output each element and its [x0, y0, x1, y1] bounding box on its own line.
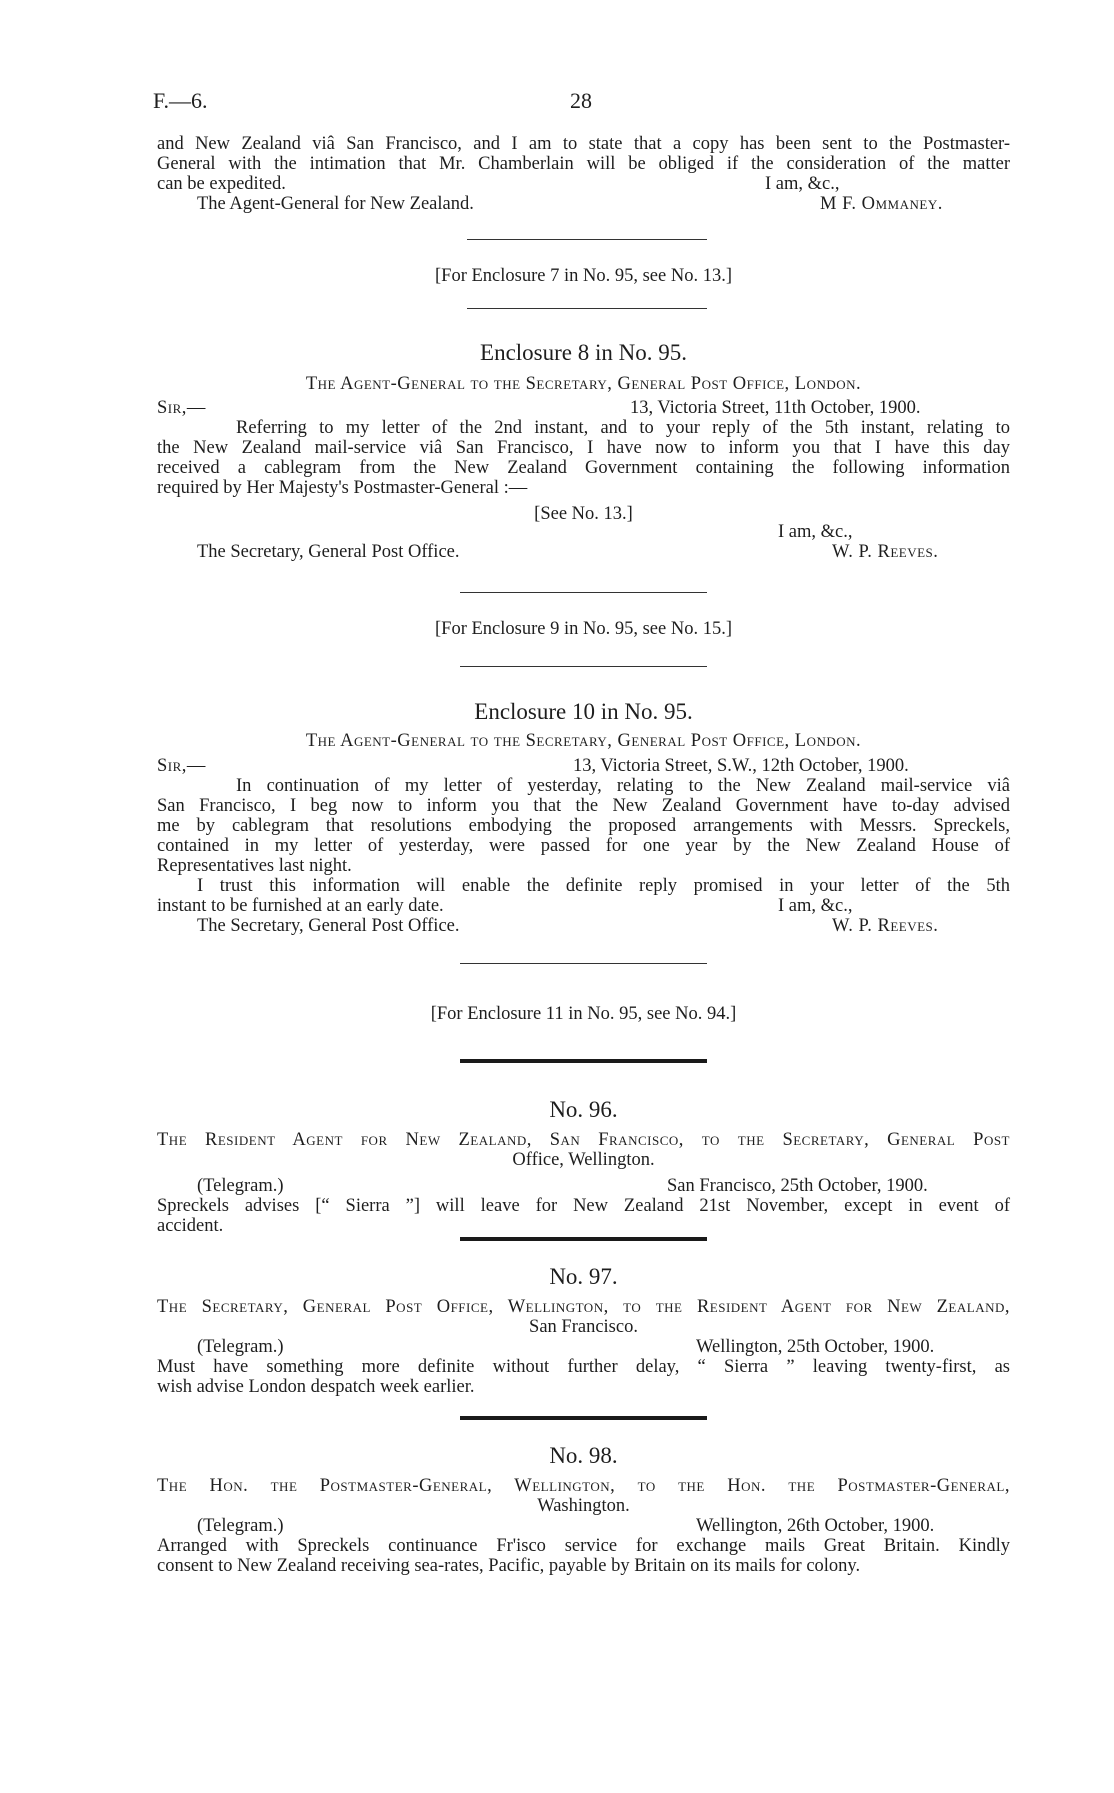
divider [460, 592, 707, 593]
enclosure-10-title: Enclosure 10 in No. 95. [474, 699, 693, 724]
divider [460, 963, 707, 964]
no-96-body-line-1: Spreckels advises [“ Sierra ”] will leave for New Zealand 21st November, except in event of [157, 1196, 1010, 1216]
enclosure-10-line-4: contained in my letter of yesterday, were passed for one year by the New Zealand House of [157, 836, 1010, 856]
no-98-from-to-line-2: Washington. [537, 1496, 630, 1516]
page-number: 28 [570, 88, 592, 113]
enclosure-8-address-date: 13, Victoria Street, 11th October, 1900. [630, 398, 921, 418]
no-97-telegram: (Telegram.) [197, 1337, 284, 1357]
no-96-from-to-line-2: Office, Wellington. [512, 1150, 655, 1170]
enclosure-7-note: [For Enclosure 7 in No. 95, see No. 13.] [435, 266, 732, 286]
top-para-line-2: General with the intimation that Mr. Chamberlain will be obliged if the consideration of the matter [157, 154, 1010, 174]
top-signature: M F. Ommaney. [820, 194, 943, 214]
document-code: F.—6. [153, 88, 208, 113]
enclosure-10-address-date: 13, Victoria Street, S.W., 12th October, 1900. [573, 756, 909, 776]
no-97-place-date: Wellington, 25th October, 1900. [696, 1337, 935, 1357]
no-97-body-line-1: Must have something more definite without further delay, “ Sierra ” leaving twenty-first, as [157, 1357, 1010, 1377]
enclosure-8-addressee: The Secretary, General Post Office. [197, 542, 460, 562]
divider [467, 308, 707, 309]
enclosure-8-line-1: Referring to my letter of the 2nd instant, and to your reply of the 5th instant, relating to [236, 418, 1010, 438]
enclosure-8-from-to: The Agent-General to the Secretary, General Post Office, London. [305, 374, 862, 394]
enclosure-8-closing: I am, &c., [778, 522, 853, 542]
enclosure-8-line-4: required by Her Majesty's Postmaster-General :— [157, 478, 528, 498]
enclosure-10-from-to: The Agent-General to the Secretary, General Post Office, London. [305, 731, 862, 751]
no-96-telegram: (Telegram.) [197, 1176, 284, 1196]
enclosure-10-addressee: The Secretary, General Post Office. [197, 916, 460, 936]
no-96-body-line-2: accident. [157, 1216, 224, 1236]
section-divider [460, 1416, 707, 1420]
enclosure-10-line-3: me by cablegram that resolutions embodying the proposed arrangements with Messrs. Spreckels, [157, 816, 1010, 836]
enclosure-10-signature: W. P. Reeves. [832, 916, 939, 936]
enclosure-10-line-7: instant to be furnished at an early date. [157, 896, 444, 916]
enclosure-10-line-6: I trust this information will enable the definite reply promised in your letter of the 5th [197, 876, 1010, 896]
top-closing: I am, &c., [765, 174, 840, 194]
no-96-title: No. 96. [549, 1097, 618, 1122]
enclosure-8-title: Enclosure 8 in No. 95. [480, 340, 687, 365]
no-97-from-to-line-1: The Secretary, General Post Office, Wellington, to the Resident Agent for New Zealand, [157, 1297, 1010, 1317]
divider [467, 239, 707, 240]
top-para-line-1: and New Zealand viâ San Francisco, and I am to state that a copy has been sent to the Postmaster- [157, 134, 1010, 154]
no-98-place-date: Wellington, 26th October, 1900. [696, 1516, 935, 1536]
enclosure-10-line-1: In continuation of my letter of yesterday, relating to the New Zealand mail-service viâ [236, 776, 1010, 796]
enclosure-10-salutation: Sir,— [157, 756, 206, 776]
enclosure-8-see: [See No. 13.] [534, 504, 633, 524]
enclosure-11-note: [For Enclosure 11 in No. 95, see No. 94.] [430, 1004, 737, 1024]
no-98-telegram: (Telegram.) [197, 1516, 284, 1536]
section-divider [460, 1059, 707, 1063]
no-98-from-to-line-1: The Hon. the Postmaster-General, Wellington, to the Hon. the Postmaster-General, [157, 1476, 1010, 1496]
enclosure-10-closing: I am, &c., [778, 896, 853, 916]
no-98-body-line-2: consent to New Zealand receiving sea-rates, Pacific, payable by Britain on its mails for colony. [157, 1556, 861, 1576]
enclosure-10-line-5: Representatives last night. [157, 856, 352, 876]
section-divider [460, 1237, 707, 1241]
enclosure-8-line-3: received a cablegram from the New Zealand Government containing the following information [157, 458, 1010, 478]
enclosure-10-line-2: San Francisco, I beg now to inform you that the New Zealand Government have to-day advised [157, 796, 1010, 816]
enclosure-8-signature: W. P. Reeves. [832, 542, 939, 562]
enclosure-8-salutation: Sir,— [157, 398, 206, 418]
enclosure-8-line-2: the New Zealand mail-service viâ San Francisco, I have now to inform you that I have this day [157, 438, 1010, 458]
no-97-title: No. 97. [549, 1264, 618, 1289]
no-97-from-to-line-2: San Francisco. [529, 1317, 638, 1337]
no-98-title: No. 98. [549, 1443, 618, 1468]
no-97-body-line-2: wish advise London despatch week earlier. [157, 1377, 475, 1397]
no-98-body-line-1: Arranged with Spreckels continuance Fr'isco service for exchange mails Great Britain. Kindly [157, 1536, 1010, 1556]
enclosure-9-note: [For Enclosure 9 in No. 95, see No. 15.] [435, 619, 732, 639]
no-96-place-date: San Francisco, 25th October, 1900. [667, 1176, 928, 1196]
divider [460, 666, 707, 667]
top-para-line-3: can be expedited. [157, 174, 286, 194]
no-96-from-to-line-1: The Resident Agent for New Zealand, San Francisco, to the Secretary, General Post [157, 1130, 1010, 1150]
top-addressee: The Agent-General for New Zealand. [197, 194, 474, 214]
